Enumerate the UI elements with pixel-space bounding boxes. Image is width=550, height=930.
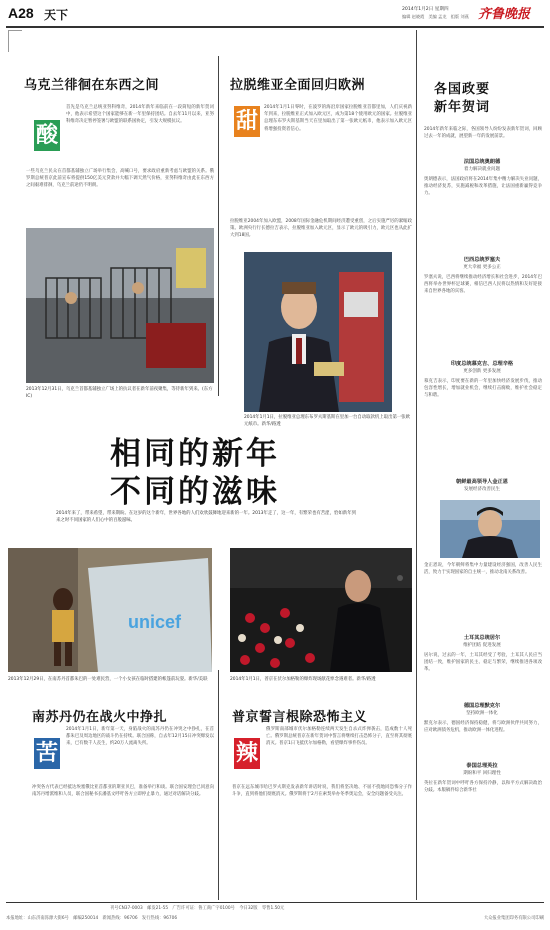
prime-minister-atm-photo bbox=[244, 252, 392, 412]
kim-jong-un-photo bbox=[440, 500, 540, 558]
headline: 乌克兰徘徊在东西之间 bbox=[24, 78, 160, 93]
protest-cages-photo bbox=[26, 228, 214, 383]
leader-heading: 德国总理默克尔 bbox=[463, 703, 501, 709]
photo-caption: 2013年12月29日，在南苏丹首都朱巴的一处难民营，一个小女孩在临时搭建的帐篷前玩耍。新华/美联 bbox=[8, 677, 208, 682]
ukraine-photo bbox=[26, 228, 214, 383]
south-sudan-photo bbox=[8, 548, 212, 672]
refugee-child-photo bbox=[8, 548, 212, 672]
greeting-subtitle: 着力解决就业问题 bbox=[464, 167, 500, 172]
sidebar-title-line2: 新年贺词 bbox=[434, 100, 491, 115]
leader-heading: 泰国总理英拉 bbox=[466, 763, 498, 769]
greeting-subtitle: 发展经济改善民生 bbox=[464, 487, 500, 492]
svg-text:unicef: unicef bbox=[128, 612, 182, 632]
footer-address: 本报地址：山东济南泺源大街6号 邮编250014 新闻热线：96706 发行热线：96706 bbox=[6, 916, 178, 921]
article-putin bbox=[222, 548, 412, 900]
leader-heading: 巴西总统罗塞夫 bbox=[463, 257, 501, 263]
greeting-subtitle: 维护团结 促进发展 bbox=[463, 643, 501, 648]
leader-heading: 土耳其总统居尔 bbox=[463, 635, 501, 641]
feature-block bbox=[6, 402, 414, 546]
paragraph: 普京在远东城市哈巴罗夫斯克发表新年讲话时说，我们将坚决地、不屈不挠地同恐怖分子作斗争，直到将他们彻底消灭。俄罗斯将于2月在索契举办冬季奥运会，安全问题备受关注。 bbox=[232, 785, 412, 798]
taste-badge: 酸 bbox=[34, 120, 60, 151]
headline: 拉脱维亚全面回归欧洲 bbox=[230, 78, 366, 93]
sidebar-title-line1: 各国政要 bbox=[434, 82, 491, 97]
greeting-subtitle: 坚持欧洲一体化 bbox=[466, 711, 498, 716]
latvia-photo bbox=[244, 252, 392, 412]
leader-heading: 印度总统慕克吉、总理辛格 bbox=[450, 361, 514, 367]
newspaper-logo: 齐鲁晚报 bbox=[478, 7, 531, 22]
greeting-text: 英拉在新年贺词中呼吁各方保持冷静，以和平方式解决政治分歧。本版稿件综合新华社 bbox=[424, 781, 542, 794]
ornament bbox=[8, 30, 22, 52]
greeting-text: 慕克吉表示，印度要在新的一年里加快经济发展步伐，推动包容性增长，增加就业机会，继续打击腐败，维护社会稳定与和谐。 bbox=[424, 379, 542, 399]
greeting-subtitle: 更大幸福 更多公正 bbox=[463, 265, 501, 270]
footer-publication-info: 刊号CN37-0003 邮发21-55 广告许可证：鲁工商广字0100号 今日32版 零售1.50元 bbox=[110, 906, 285, 911]
greeting-text: 金正恩说，今年朝鲜将集中力量建设经济强国，改善人民生活，致力于实现国家的自主统一，推动北南关系改善。 bbox=[424, 563, 542, 576]
footer-printer: 大众报业集团印务有限公司印刷 bbox=[483, 916, 544, 921]
column-divider bbox=[218, 670, 219, 900]
sidebar-divider bbox=[416, 30, 417, 900]
page-number: A28 bbox=[8, 5, 34, 21]
paragraph: 2014年1月1日零时，在波罗的海沿岸国家拉脱维亚首都里加，人们庆祝新年到来，拉脱维亚正式加入欧元区，成为第18个使用欧元的国家。拉脱维亚总理东布罗夫斯基斯当天在里加取出了第一张欧元纸币，他表示加入欧元区将增强投资者信心。 bbox=[264, 105, 412, 132]
taste-badge: 甜 bbox=[234, 106, 260, 137]
paragraph: 一些乌克兰民众在首都基辅独立广场举行集会，高喊口号，要求政府重新考虑与欧盟的关系。俄罗斯总统普京此前宣布将提供150亿美元贷款并大幅下调天然气价格，亚努科维奇由此在东西方之间艰难徘徊，乌克兰前途仍不明朗。 bbox=[26, 169, 214, 189]
paragraph: 冲突各方代表已经抵达埃塞俄比亚首都亚的斯亚贝巴，准备举行和谈。联合国安理会已同意向南苏丹增派维和人员，联合国秘书长潘基文呼吁各方立即停止暴力，通过对话解决分歧。 bbox=[32, 785, 214, 798]
header-date: 2014年1月2日 星期四 bbox=[402, 7, 449, 12]
leader-heading: 朝鲜最高领导人金正恩 bbox=[456, 479, 508, 485]
photo-caption: 2014年1月1日，拉脱维亚总理东布罗夫斯基斯在里加一台自动取款机上取出第一张欧元纸币。新华/路透 bbox=[244, 415, 411, 427]
headline: 普京誓言根除恐怖主义 bbox=[232, 710, 368, 725]
greeting-subtitle: 更多创新 更多发展 bbox=[463, 369, 501, 374]
column-divider bbox=[218, 56, 219, 396]
photo-caption: 2014年1月1日，普京在伏尔加格勒的爆炸现场献花悼念遇难者。新华/路透 bbox=[230, 677, 376, 682]
sidebar-leaders-greetings bbox=[420, 30, 544, 900]
putin-flowers-photo bbox=[230, 548, 412, 672]
paragraph: 拉脱维亚2004年加入欧盟，2008年国际金融危机期间经济遭受重创，之后实施严厉的紧缩政策。欧洲央行行长德拉吉表示，拉脱维亚加入欧元区，显示了欧元的吸引力，欧元区也从此扩大到18国。 bbox=[230, 219, 412, 239]
headline: 南苏丹仍在战火中挣扎 bbox=[32, 710, 168, 725]
article-south-sudan bbox=[6, 548, 214, 900]
leader-heading: 法国总统奥朗德 bbox=[463, 159, 501, 165]
sidebar-intro: 2014年新年来临之际，各国领导人纷纷发表新年贺词，回顾过去一年的成就，展望新一年的发展前景。 bbox=[424, 127, 542, 140]
taste-badge: 辣 bbox=[234, 738, 260, 769]
article-latvia bbox=[222, 30, 412, 427]
footer-rule bbox=[6, 902, 544, 903]
feature-title-line1: 相同的新年 bbox=[110, 436, 280, 472]
header-editors: 编辑 赵晓霞 美编 孟龙 组版 刘燕 bbox=[402, 14, 469, 19]
putin-photo bbox=[230, 548, 412, 672]
greeting-text: 居尔说，过去的一年，土耳其经受了考验，土耳其人民应当团结一致，维护国家的民主、稳定与繁荣，继续推进各项改革。 bbox=[424, 653, 542, 673]
paragraph: 首先是乌克兰总统亚努科维奇，2014年新年来临前在一段简短的新年贺词中，他表示希望这个国家能够在新一年里保持团结。自去年11月以来，亚努科维奇决定暂停签署与欧盟的联系国协定，引发大规模抗议。 bbox=[66, 105, 214, 125]
greeting-text: 默克尔表示，德国经济保持稳健，将与欧洲伙伴共同努力，应对欧洲债务危机，推动欧洲一体化进程。 bbox=[424, 721, 542, 734]
article-ukraine bbox=[6, 30, 214, 400]
taste-badge: 苦 bbox=[34, 738, 60, 769]
feature-title-line2: 不同的滋味 bbox=[110, 474, 280, 510]
paragraph: 2014年1月1日，新年第一天，身陷战火的南苏丹仍在冲突之中挣扎，在首都朱巴及周边地区的战斗仍在持续。联合国称，自去年12月15日冲突爆发以来，已有数千人丧生，约20万人流离失所。 bbox=[66, 727, 214, 747]
page-header bbox=[0, 0, 550, 26]
paragraph: 俄罗斯南部城市伏尔加格勒连续两天发生自杀式炸弹袭击，造成数十人死亡。俄罗斯总统普京在新年贺词中誓言将继续打击恐怖分子，直至将其彻底消灭。普京1日飞抵伏尔加格勒，看望爆炸事件伤员。 bbox=[266, 727, 412, 747]
leader-portrait-photo bbox=[440, 500, 540, 558]
greeting-subtitle: 期盼和平 回归理性 bbox=[463, 771, 501, 776]
feature-intro: 2014年来了，带来希望，带来期盼。在这岁的这个新年，世界各地的人们欢欣鼓舞地迎来新的一年。2013年走了，这一年，有繁荣也有苦涩，恰如新年到来之时不同国家的人们心中的百般滋味。 bbox=[56, 511, 356, 524]
header-rule bbox=[6, 26, 544, 28]
greeting-text: 罗塞夫说，巴西将继续推动经济增长和社会进步，2014年巴西将举办世界杯足球赛，相信巴西人民将以热情和友好迎接来自世界各地的宾客。 bbox=[424, 275, 542, 295]
greeting-text: 奥朗德表示，法国政府将在2014年集中精力解决失业问题，推动经济复苏，实施减税和改革措施，让法国重新赢得竞争力。 bbox=[424, 177, 542, 197]
section-name: 天下 bbox=[44, 8, 69, 22]
photo-caption: 2013年12月31日，乌克兰首都基辅独立广场上的抗议者在新年前夜聚集，等待新年到来。(东方IC) bbox=[26, 387, 213, 399]
